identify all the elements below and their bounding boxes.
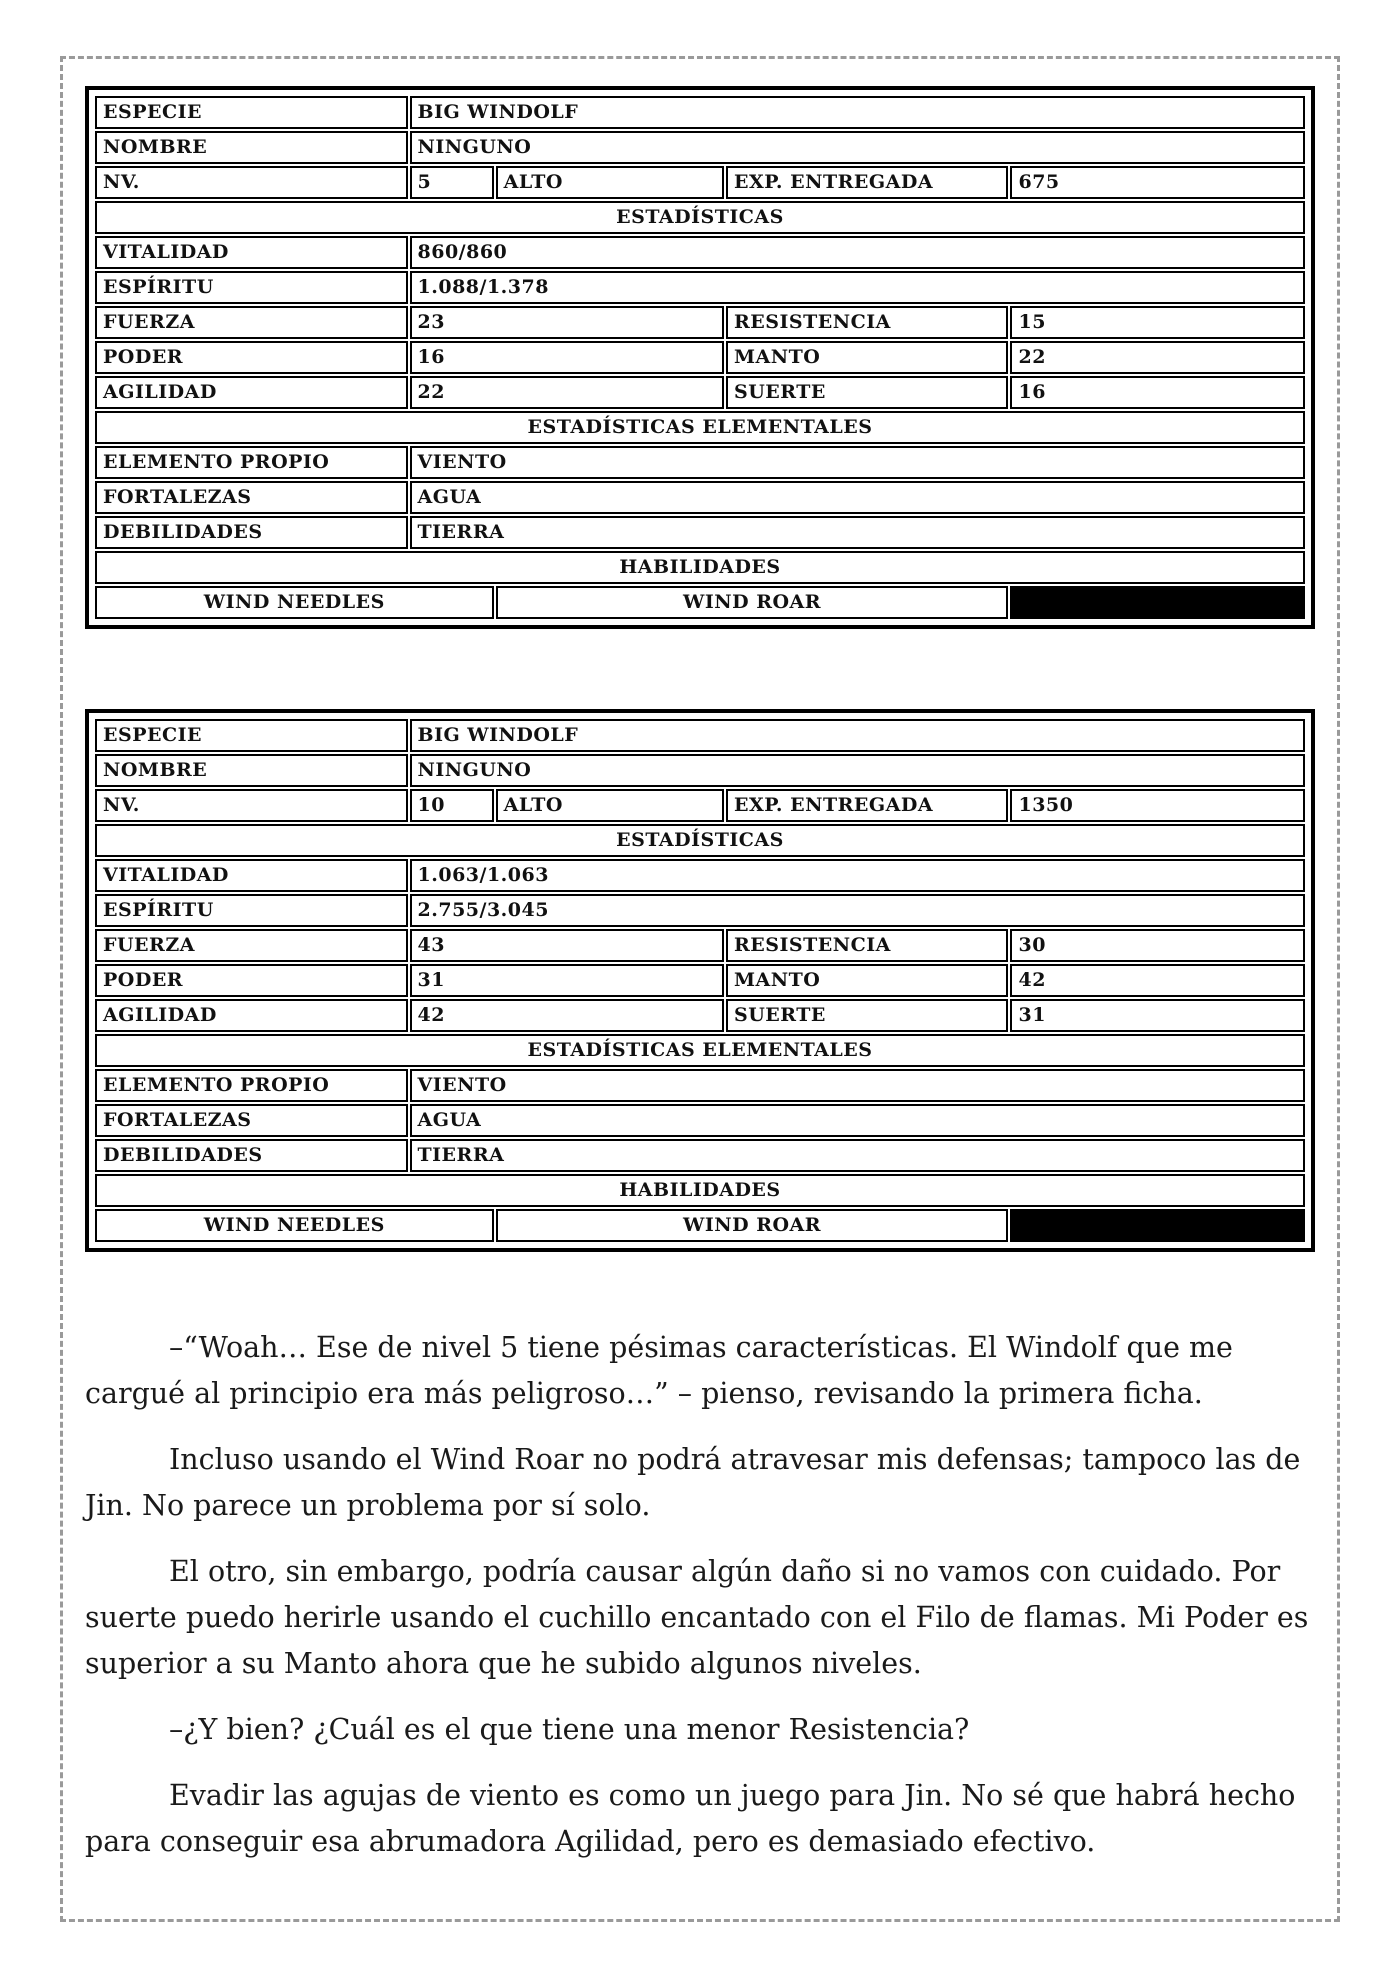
row-nombre — [95, 754, 1305, 787]
habilidad-2: WIND ROAR — [496, 1209, 1009, 1242]
stat-sheet-2 — [85, 709, 1315, 1252]
paragraph: Evadir las agujas de viento es como un juego para Jin. No sé que habrá hecho para conseguir esa abrumadora Agilidad, pero es demasiado efectivo. — [85, 1779, 1296, 1858]
nivel-label: NV. — [95, 166, 408, 199]
paragraph: Incluso usando el Wind Roar no podrá atravesar mis defensas; tampoco las de Jin. No parece un problema por sí solo. — [85, 1443, 1301, 1522]
espiritu-value: 2.755/3.045 — [410, 894, 1305, 927]
resistencia-value: 30 — [1010, 929, 1305, 962]
exp-value: 675 — [1010, 166, 1305, 199]
especie-value: BIG WINDOLF — [410, 719, 1305, 752]
row-elementales-header — [95, 411, 1305, 444]
agilidad-value: 22 — [410, 376, 725, 409]
resistencia-label: RESISTENCIA — [726, 929, 1008, 962]
row-habilidades-header — [95, 1174, 1305, 1207]
habilidad-2: WIND ROAR — [496, 586, 1009, 619]
row-habilidades — [95, 586, 1305, 619]
stat-table — [93, 717, 1307, 1244]
row-espiritu — [95, 894, 1305, 927]
espiritu-label: ESPÍRITU — [95, 271, 408, 304]
manto-value: 22 — [1010, 341, 1305, 374]
row-agilidad — [95, 376, 1305, 409]
row-fortalezas — [95, 1104, 1305, 1137]
habilidad-1: WIND NEEDLES — [95, 586, 494, 619]
fuerza-label: FUERZA — [95, 929, 408, 962]
agilidad-label: AGILIDAD — [95, 999, 408, 1032]
habilidad-1: WIND NEEDLES — [95, 1209, 494, 1242]
row-nombre — [95, 131, 1305, 164]
estadisticas-header: ESTADÍSTICAS — [95, 201, 1305, 234]
vitalidad-value: 860/860 — [410, 236, 1305, 269]
debilidades-label: DEBILIDADES — [95, 1139, 408, 1172]
row-estadisticas-header — [95, 824, 1305, 857]
row-fortalezas — [95, 481, 1305, 514]
row-elementales-header — [95, 1034, 1305, 1067]
paragraph: –“Woah… Ese de nivel 5 tiene pésimas características. El Windolf que me cargué al principio era más peligroso…” – pienso, revisando la primera ficha. — [85, 1331, 1233, 1410]
elemento-label: ELEMENTO PROPIO — [95, 1069, 408, 1102]
vitalidad-value: 1.063/1.063 — [410, 859, 1305, 892]
row-espiritu — [95, 271, 1305, 304]
habilidad-slot-empty — [1010, 586, 1305, 619]
vitalidad-label: VITALIDAD — [95, 236, 408, 269]
nombre-label: NOMBRE — [95, 131, 408, 164]
fortalezas-label: FORTALEZAS — [95, 1104, 408, 1137]
row-vitalidad — [95, 859, 1305, 892]
espiritu-label: ESPÍRITU — [95, 894, 408, 927]
suerte-label: SUERTE — [726, 999, 1008, 1032]
row-fuerza — [95, 306, 1305, 339]
habilidad-slot-empty — [1010, 1209, 1305, 1242]
nombre-label: NOMBRE — [95, 754, 408, 787]
manto-label: MANTO — [726, 964, 1008, 997]
paragraph: –¿Y bien? ¿Cuál es el que tiene una menor Resistencia? — [169, 1713, 970, 1746]
resistencia-label: RESISTENCIA — [726, 306, 1008, 339]
story-text — [85, 1325, 1315, 1885]
suerte-value: 31 — [1010, 999, 1305, 1032]
exp-value: 1350 — [1010, 789, 1305, 822]
fortalezas-value: AGUA — [410, 481, 1305, 514]
habilidades-header: HABILIDADES — [95, 551, 1305, 584]
rango-value: ALTO — [496, 789, 724, 822]
manto-label: MANTO — [726, 341, 1008, 374]
elementales-header: ESTADÍSTICAS ELEMENTALES — [95, 1034, 1305, 1067]
resistencia-value: 15 — [1010, 306, 1305, 339]
poder-value: 31 — [410, 964, 725, 997]
agilidad-value: 42 — [410, 999, 725, 1032]
poder-value: 16 — [410, 341, 725, 374]
row-especie — [95, 719, 1305, 752]
row-especie — [95, 96, 1305, 129]
row-poder — [95, 341, 1305, 374]
estadisticas-header: ESTADÍSTICAS — [95, 824, 1305, 857]
exp-label: EXP. ENTREGADA — [726, 166, 1008, 199]
row-habilidades — [95, 1209, 1305, 1242]
stat-table — [93, 94, 1307, 621]
especie-label: ESPECIE — [95, 719, 408, 752]
elementales-header: ESTADÍSTICAS ELEMENTALES — [95, 411, 1305, 444]
nombre-value: NINGUNO — [410, 754, 1305, 787]
debilidades-value: TIERRA — [410, 1139, 1305, 1172]
rango-value: ALTO — [496, 166, 724, 199]
row-agilidad — [95, 999, 1305, 1032]
fortalezas-value: AGUA — [410, 1104, 1305, 1137]
suerte-label: SUERTE — [726, 376, 1008, 409]
nivel-value: 10 — [410, 789, 494, 822]
debilidades-value: TIERRA — [410, 516, 1305, 549]
row-vitalidad — [95, 236, 1305, 269]
especie-value: BIG WINDOLF — [410, 96, 1305, 129]
manto-value: 42 — [1010, 964, 1305, 997]
paragraph: El otro, sin embargo, podría causar algún daño si no vamos con cuidado. Por suerte puedo herirle usando el cuchillo encantado con el Filo de flamas. Mi Poder es superior a su Manto ahora que he subido algunos niveles. — [85, 1555, 1309, 1680]
vitalidad-label: VITALIDAD — [95, 859, 408, 892]
row-estadisticas-header — [95, 201, 1305, 234]
row-elemento — [95, 1069, 1305, 1102]
elemento-value: VIENTO — [410, 1069, 1305, 1102]
fuerza-value: 43 — [410, 929, 725, 962]
especie-label: ESPECIE — [95, 96, 408, 129]
suerte-value: 16 — [1010, 376, 1305, 409]
row-fuerza — [95, 929, 1305, 962]
elemento-label: ELEMENTO PROPIO — [95, 446, 408, 479]
row-debilidades — [95, 516, 1305, 549]
fuerza-value: 23 — [410, 306, 725, 339]
nombre-value: NINGUNO — [410, 131, 1305, 164]
espiritu-value: 1.088/1.378 — [410, 271, 1305, 304]
exp-label: EXP. ENTREGADA — [726, 789, 1008, 822]
row-habilidades-header — [95, 551, 1305, 584]
fuerza-label: FUERZA — [95, 306, 408, 339]
row-poder — [95, 964, 1305, 997]
row-debilidades — [95, 1139, 1305, 1172]
debilidades-label: DEBILIDADES — [95, 516, 408, 549]
row-elemento — [95, 446, 1305, 479]
fortalezas-label: FORTALEZAS — [95, 481, 408, 514]
nivel-value: 5 — [410, 166, 494, 199]
poder-label: PODER — [95, 341, 408, 374]
stat-sheet-1 — [85, 86, 1315, 629]
agilidad-label: AGILIDAD — [95, 376, 408, 409]
nivel-label: NV. — [95, 789, 408, 822]
row-nivel — [95, 789, 1305, 822]
habilidades-header: HABILIDADES — [95, 1174, 1305, 1207]
poder-label: PODER — [95, 964, 408, 997]
row-nivel — [95, 166, 1305, 199]
elemento-value: VIENTO — [410, 446, 1305, 479]
